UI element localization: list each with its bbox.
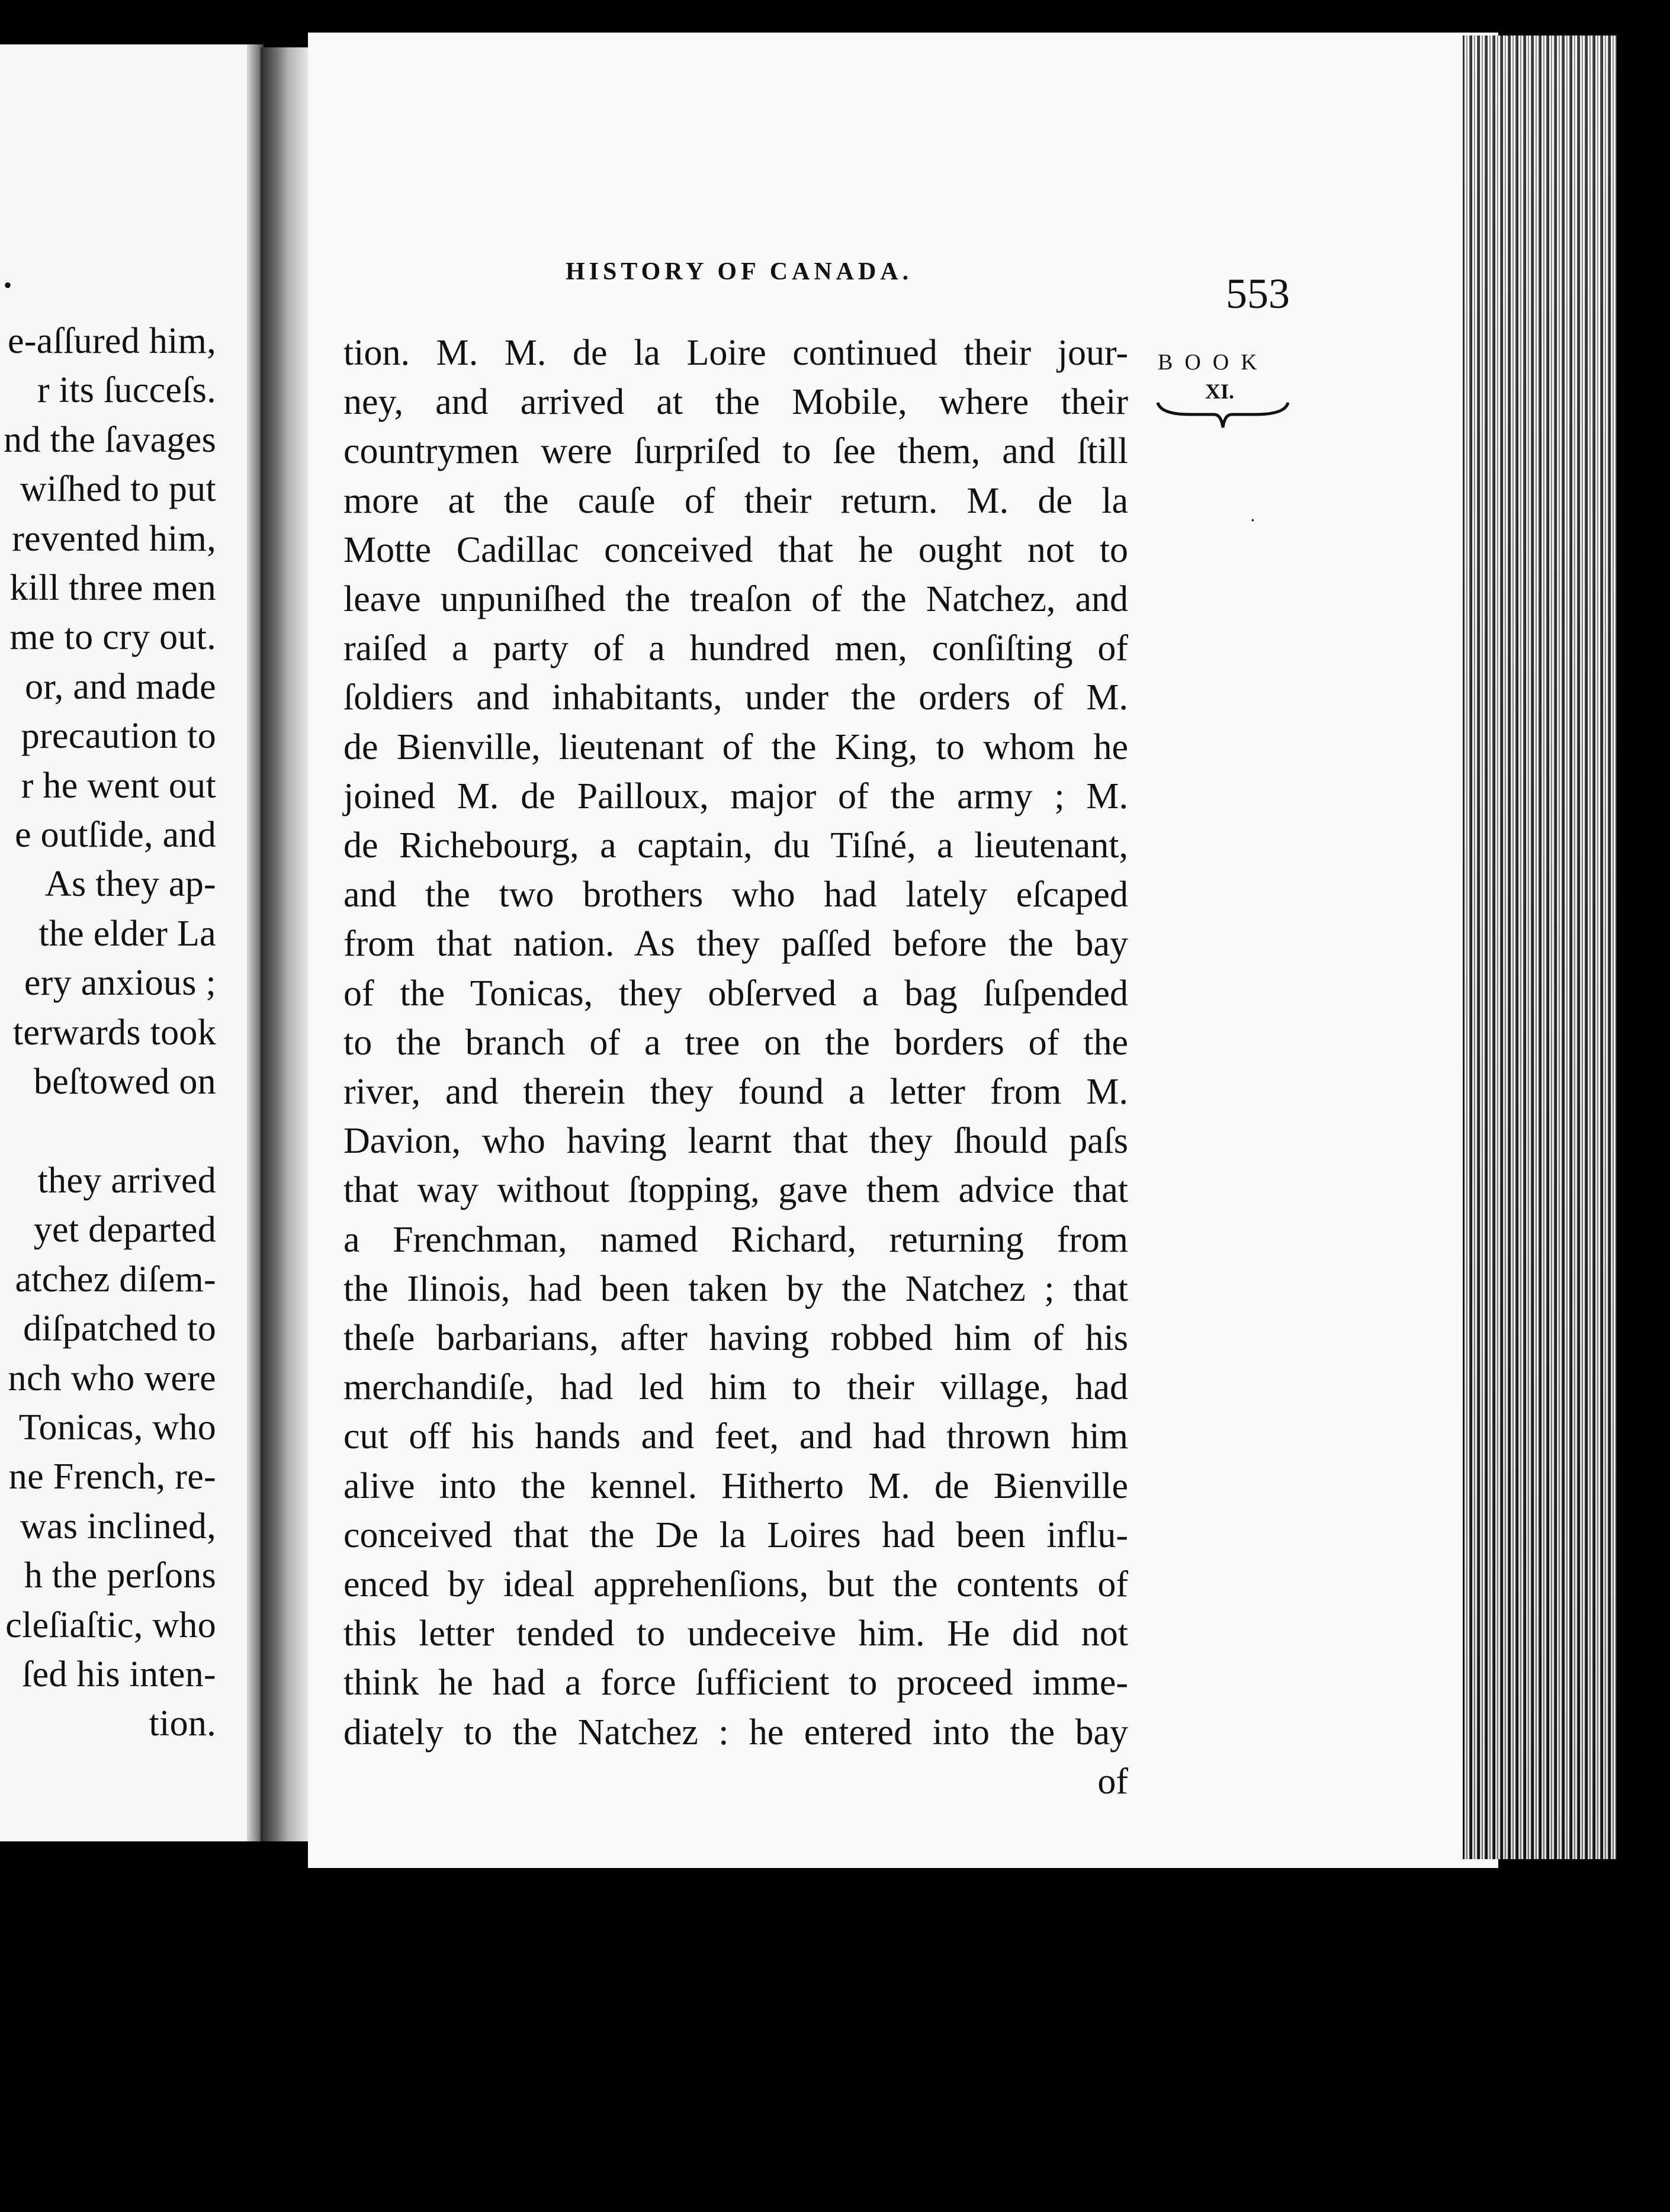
body-line: think he had a force ſufficient to proceed imme- [343,1663,1128,1703]
body-text [343,329,1128,1806]
left-page-line: they arrived [37,1160,216,1201]
left-page-line: yet departed [33,1210,216,1250]
body-line: from that nation. As they paſſed before the bay [343,924,1128,964]
page-edges [1463,36,1617,1859]
left-page-line: revented him, [12,518,216,559]
left-page-mark: • [4,272,12,298]
body-line: cut off his hands and feet, and had thrown him [343,1416,1128,1457]
left-page-line: e-aſſured him, [8,321,216,361]
body-line: countrymen were ſurpriſed to ſee them, and ſtill [343,431,1128,472]
body-line: and the two brothers who had lately eſcaped [343,874,1128,915]
left-page-line: atchez diſem- [15,1259,216,1300]
body-line: alive into the kennel. Hitherto M. de Bienville [343,1465,1128,1506]
page-number: 553 [1226,270,1290,317]
body-line: a Frenchman, named Richard, returning from [343,1219,1128,1260]
brace-ornament [1155,398,1291,433]
body-line: merchandiſe, had led him to their village, had [343,1367,1128,1408]
left-page-line: As they ap- [44,864,216,905]
body-line: leave unpuniſhed the treaſon of the Natchez, and [343,579,1128,620]
body-line: joined M. de Pailloux, major of the army ; M. [343,776,1128,816]
left-page-line: terwards took [12,1012,216,1053]
left-page-line: h the perſons [24,1555,216,1596]
left-page-line: ery anxious ; [24,963,216,1004]
left-page-line: ſed his inten- [22,1654,216,1695]
left-page-line: precaution to [21,716,216,757]
body-line: ſoldiers and inhabitants, under the orders of M. [343,677,1128,718]
body-line: this letter tended to undeceive him. He did not [343,1613,1128,1654]
left-page-line: diſpatched to [23,1308,216,1349]
body-line: river, and therein they found a letter from M. [343,1072,1128,1113]
body-line: enced by ideal apprehenſions, but the contents of [343,1564,1128,1605]
left-page-line: e outſide, and [15,815,216,856]
left-page-line: me to cry out. [9,617,216,658]
body-line: ney, and arrived at the Mobile, where their [343,382,1128,423]
body-line: theſe barbarians, after having robbed him of his [343,1318,1128,1359]
left-page-line: beſtowed on [33,1062,216,1102]
left-page-line: was inclined, [20,1506,216,1547]
body-line: of [1097,1761,1128,1802]
body-line: Davion, who having learnt that they ſhould paſs [343,1121,1128,1162]
body-line: raiſed a party of a hundred men, conſiſting of [343,628,1128,669]
left-page-line: tion. [149,1703,216,1744]
body-line: the Ilinois, had been taken by the Natchez ; that [343,1268,1128,1309]
left-page-line: nch who were [8,1358,216,1398]
left-page-line: kill three men [9,568,216,609]
book-label: BOOK [1158,350,1269,375]
left-page-line: cleſiaſtic, who [5,1605,216,1645]
body-line: de Bienville, lieutenant of the King, to whom he [343,726,1128,767]
body-line: conceived that the De la Loires had been influ- [343,1515,1128,1555]
left-page-line: r he went out [21,765,216,806]
body-line: that way without ſtopping, gave them advice that [343,1170,1128,1211]
left-page-line [4,1107,216,1156]
body-line: diately to the Natchez : he entered into the bay [343,1712,1128,1753]
body-line: to the branch of a tree on the borders of the [343,1022,1128,1063]
left-page-line: the elder La [38,913,216,954]
body-line: of the Tonicas, they obſerved a bag ſuſpended [343,973,1128,1014]
running-title: HISTORY OF CANADA. [566,258,913,285]
left-page-line: nd the ſavages [4,419,216,460]
body-line: Motte Cadillac conceived that he ought not to [343,529,1128,570]
stray-dot-mark: · [1250,509,1256,531]
left-page-line: r its ſucceſs. [37,370,216,411]
book-spine-shadow [261,47,308,1841]
body-line: more at the cauſe of their return. M. de la [343,480,1128,521]
left-page-line: or, and made [24,666,216,707]
left-page-text [4,317,216,1749]
left-page-line: ne French, re- [8,1457,216,1497]
left-page-line: Tonicas, who [18,1407,216,1448]
left-facing-page [0,44,264,1841]
body-line: de Richebourg, a captain, du Tiſné, a lieutenant, [343,825,1128,866]
book-number: XI. [1205,380,1235,403]
body-line: tion. M. M. de la Loire continued their jour- [343,333,1128,373]
left-page-line: wiſhed to put [20,469,216,510]
